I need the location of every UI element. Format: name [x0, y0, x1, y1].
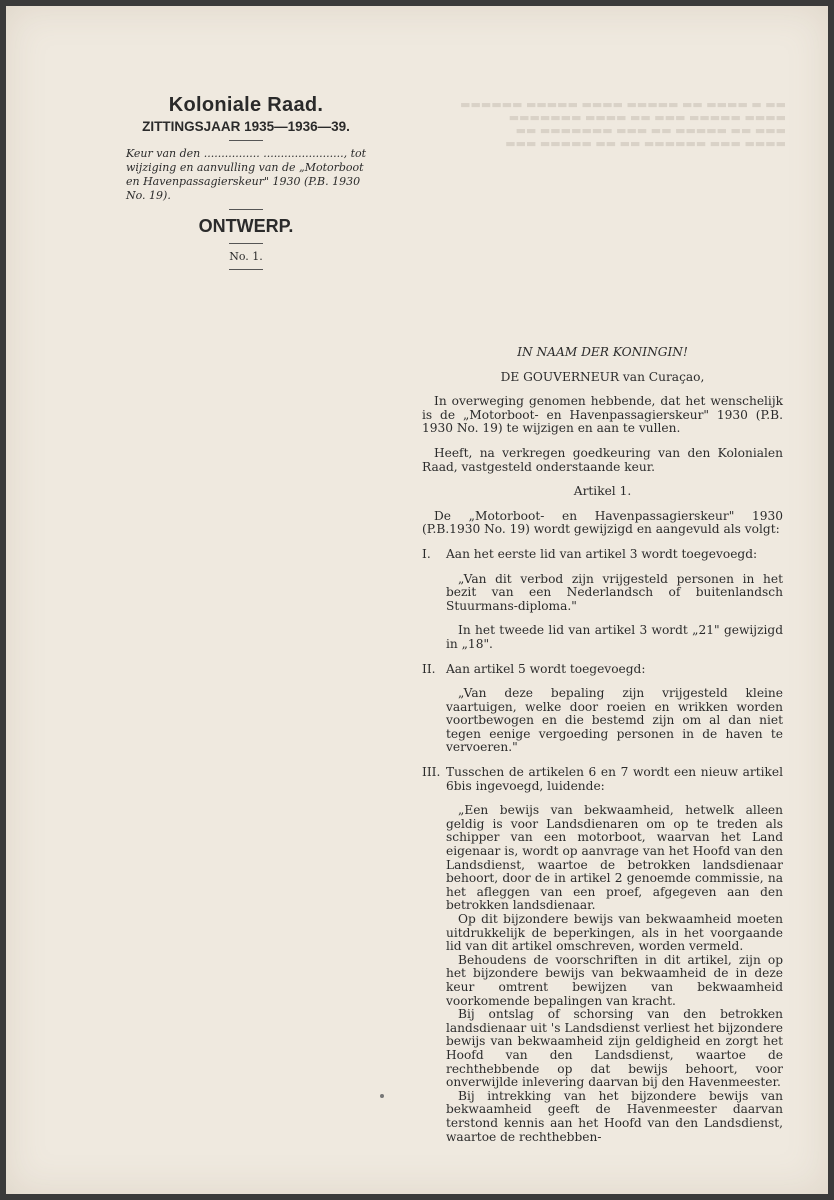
paper-speck [380, 1094, 384, 1098]
item-paragraph: In het tweede lid van artikel 3 wordt „21" gewijzigd in „18". [446, 623, 783, 651]
considering-paragraph: In overweging genomen hebbende, dat het wenschelijk is de „Motorboot- en Havenpassagierskeur" 1930 (P.B. 1930 No. 19) te wijzigen en aan te vullen. [422, 394, 783, 436]
item-numeral: I. [422, 546, 431, 561]
divider [229, 269, 263, 270]
item-text: Aan het eerste lid van artikel 3 wordt toegevoegd: [446, 546, 758, 561]
governor-line: DE GOUVERNEUR van Curaçao, [500, 369, 705, 384]
divider [229, 243, 263, 244]
item-numeral: II. [422, 661, 436, 676]
draft-label: ONTWERP. [198, 216, 294, 236]
item-paragraph: „Van dit verbod zijn vrijgesteld personen in het bezit van een Nederlandsch of buitenlandsch Stuurmans-diploma." [446, 571, 783, 613]
item-paragraph: Op dit bijzondere bewijs van bekwaamheid moeten uitdrukkelijk de beperkingen, als in het voorgaande lid van dit artikel omschreven, worden vermeld. [446, 912, 783, 954]
ordinance-description: Keur van den ................ ......................., tot wijziging en aanvulling van de „Motorboot en Havenpassagierskeur" 1930 (P.B. 1930 No. 19). [126, 147, 367, 202]
article-heading: Artikel 1. [573, 484, 632, 499]
item-paragraph: „Van deze bepaling zijn vrijgesteld kleine vaartuigen, welke door roeien en wrikken worden voortbewogen en die bestemd zijn om al dan niet tegen eenige vergoeding personen in de haven te vervoeren." [446, 686, 783, 755]
ordinance-text [422, 346, 783, 1144]
divider [229, 209, 263, 210]
article-intro: De „Motorboot- en Havenpassagierskeur" 1930 (P.B.1930 No. 19) wordt gewijzigd en aangevuld als volgt: [422, 508, 783, 537]
item-numeral: III. [422, 765, 441, 780]
divider [229, 140, 263, 141]
session-years: ZITTINGSJAAR 1935—1936—39. [142, 119, 350, 134]
item-paragraph: Bij ontslag of schorsing van den betrokken landsdienaar uit 's Landsdienst verliest het bijzondere bewijs van bekwaamheid zijn geldigheid en zorgt het Hoofd van den Landsdienst, waartoe de rechthebbende op dat bewijs behoort, voor onverwijlde inlevering daarvan bij den Havenmeester. [446, 1007, 783, 1090]
item-text: Aan artikel 5 wordt toegevoegd: [446, 661, 646, 676]
approval-paragraph: Heeft, na verkregen goedkeuring van den Kolonialen Raad, vastgesteld onderstaande keur. [422, 445, 783, 474]
list-item [422, 548, 783, 562]
list-item [422, 766, 783, 793]
council-title: Koloniale Raad. [168, 94, 324, 116]
list-item [422, 663, 783, 677]
document-number: No. 1. [229, 250, 263, 263]
item-paragraph: Behoudens de voorschriften in dit artikel, zijn op het bijzondere bewijs van bekwaamheid de in deze keur omtrent bewijzen van bekwaamheid voorkomende bepalingen van kracht. [446, 952, 783, 1008]
item-paragraph: Bij intrekking van het bijzondere bewijs van bekwaamheid geeft de Havenmeester daarvan terstond kennis aan het Hoofd van den Landsdienst, waartoe de rechthebben- [446, 1088, 783, 1144]
item-paragraph: „Een bewijs van bekwaamheid, hetwelk alleen geldig is voor Landsdienaren om op te treden als schipper van een motorboot, waarvan het Land eigenaar is, wordt op aanvrage van het Hoofd van den Landsdienst, waartoe de betrokken landsdienaar behoort, door de in artikel 2 genoemde commissie, na het afleggen van een proef, afgegeven aan den betrokken landsdienaar. [446, 803, 783, 913]
invocation: IN NAAM DER KONINGIN! [517, 345, 688, 359]
document-page [6, 6, 828, 1194]
document-header [118, 94, 374, 276]
bleed-through-text: ▬▬ ▬ ▬▬▬▬ ▬▬ ▬▬▬▬▬ ▬▬▬▬ ▬▬▬▬▬ ▬▬▬▬▬▬ ▬▬▬▬ ▬▬▬▬▬ ▬▬▬ ▬▬ ▬▬▬▬ ▬▬▬▬▬▬▬ ▬▬▬ ▬▬ ▬▬▬▬▬ ▬▬ ▬▬▬ ▬▬▬▬▬▬▬ ▬▬ ▬▬▬▬ ▬▬▬ ▬▬▬▬▬▬ ▬▬ ▬▬ ▬▬▬▬▬ ▬▬▬ [460, 98, 786, 150]
item-text: Tusschen de artikelen 6 en 7 wordt een nieuw artikel 6bis ingevoegd, luidende: [446, 765, 783, 793]
